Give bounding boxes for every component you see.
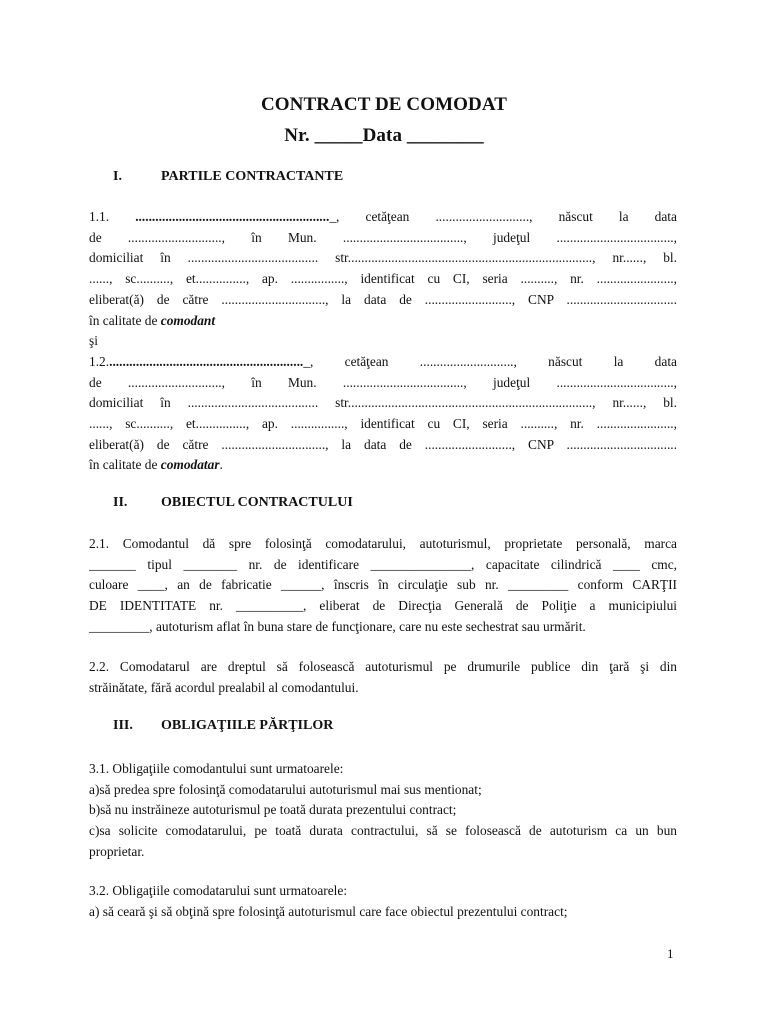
- section-heading-object: [113, 495, 353, 511]
- clause-2-2: [89, 657, 677, 698]
- clause-line: _________, autoturism aflat în buna stare de funcţionare, care nu este sechestrat sau urmărit.: [89, 618, 586, 634]
- party2-line3: domiciliat în ....................................... str........................................................................., nr......, bl.: [89, 395, 677, 411]
- party1-line4: ......, sc.........., et..............., ap. ................, identificat cu CI, seria .........., nr. .......................,: [89, 271, 677, 287]
- party2-role-prefix: în calitate de: [89, 457, 161, 473]
- page-number: 1: [667, 946, 674, 961]
- party1-line1: [89, 207, 677, 228]
- section-number: II.: [113, 495, 128, 510]
- clause-line: a) să ceară şi să obţină spre folosinţă autoturismul care face obiectul prezentului contract;: [89, 903, 568, 919]
- party2-name-blank: ..........................................................: [109, 353, 304, 369]
- clause-3-1: [89, 759, 677, 863]
- document-title: CONTRACT DE COMODAT: [260, 94, 508, 115]
- party1-number: 1.1.: [89, 209, 110, 224]
- party2-line1: [89, 352, 677, 373]
- party1-line1-rest: _, cetăţean ............................, născut la data: [329, 209, 677, 224]
- conjunction: şi: [89, 333, 98, 349]
- party2-line5: eliberat(ă) de către ..............................., la data de .........................., CNP .................................: [89, 436, 677, 452]
- clause-line: proprietar.: [89, 843, 145, 859]
- section-heading-parties: [113, 169, 343, 185]
- party2-role-suffix: .: [219, 457, 223, 473]
- section-title: PARTILE CONTRACTANTE: [161, 169, 344, 184]
- party1-role-line: [89, 311, 677, 332]
- section-number: I.: [113, 169, 122, 184]
- clause-2-1: [89, 534, 677, 638]
- clause-line: străinătate, fără acordul prealabil al comodantului.: [89, 679, 359, 695]
- party1-role-prefix: în calitate de: [89, 312, 161, 328]
- party2-number: 1.2.: [89, 353, 110, 369]
- party1-line5: eliberat(ă) de către ..............................., la data de .........................., CNP .................................: [89, 291, 677, 307]
- party1-name-blank: ..........................................................: [135, 209, 330, 224]
- clause-line: 3.1. Obligaţiile comodantului sunt urmatoarele:: [89, 761, 344, 776]
- party2-role: comodatar: [160, 457, 220, 473]
- party2-role-line: [89, 455, 677, 476]
- party2-line1-rest: _, cetăţean ............................, născut la data: [303, 353, 677, 369]
- clause-line: DE IDENTITATE nr. __________, eliberat de Direcţia Generală de Poliţie a municipiului: [89, 598, 677, 614]
- clause-3-2: [89, 881, 677, 922]
- clause-line: c)sa solicite comodatarului, pe toată durata contractului, să se folosească de autoturism ca un bun: [89, 823, 677, 839]
- section-title: OBIECTUL CONTRACTULUI: [161, 495, 353, 510]
- clause-line: culoare ____, an de fabricatie ______, înscris în circulaţie sub nr. _________ conform CARŢII: [89, 577, 677, 593]
- party2-line2: de ............................, în Mun. ...................................., judeţul ...................................,: [89, 374, 677, 390]
- section-number: III.: [113, 718, 133, 733]
- section-heading-obligations: [113, 718, 333, 734]
- party1-role: comodant: [160, 312, 216, 328]
- clause-line: 2.1. Comodantul dă spre folosinţă comodatarului, autoturismul, proprietate personală, marca: [89, 536, 677, 551]
- party1-line2: de ............................, în Mun. ...................................., judeţul ...................................,: [89, 229, 677, 245]
- clause-line: 2.2. Comodatarul are dreptul să folosească autoturismul pe drumurile publice din ţară şi din: [89, 659, 677, 674]
- parties-block: [89, 207, 677, 476]
- clause-line: a)să predea spre folosinţă comodatarului autoturismul mai sus mentionat;: [89, 781, 482, 797]
- clause-line: 3.2. Obligaţiile comodatarului sunt urmatoarele:: [89, 883, 348, 898]
- section-title: OBLIGAŢIILE PĂRŢILOR: [161, 718, 334, 733]
- document-number-date: Nr. _____Data ________: [284, 125, 484, 146]
- clause-line: _______ tipul ________ nr. de identificare _______________, capacitate cilindrică ____ cmc,: [89, 556, 677, 572]
- party2-line4: ......, sc.........., et..............., ap. ................, identificat cu CI, seria .........., nr. .......................,: [89, 416, 677, 432]
- party1-line3: domiciliat în ....................................... str........................................................................., nr......, bl.: [89, 250, 677, 266]
- clause-line: b)să nu instrăineze autoturismul pe toată durata prezentului contract;: [89, 802, 457, 818]
